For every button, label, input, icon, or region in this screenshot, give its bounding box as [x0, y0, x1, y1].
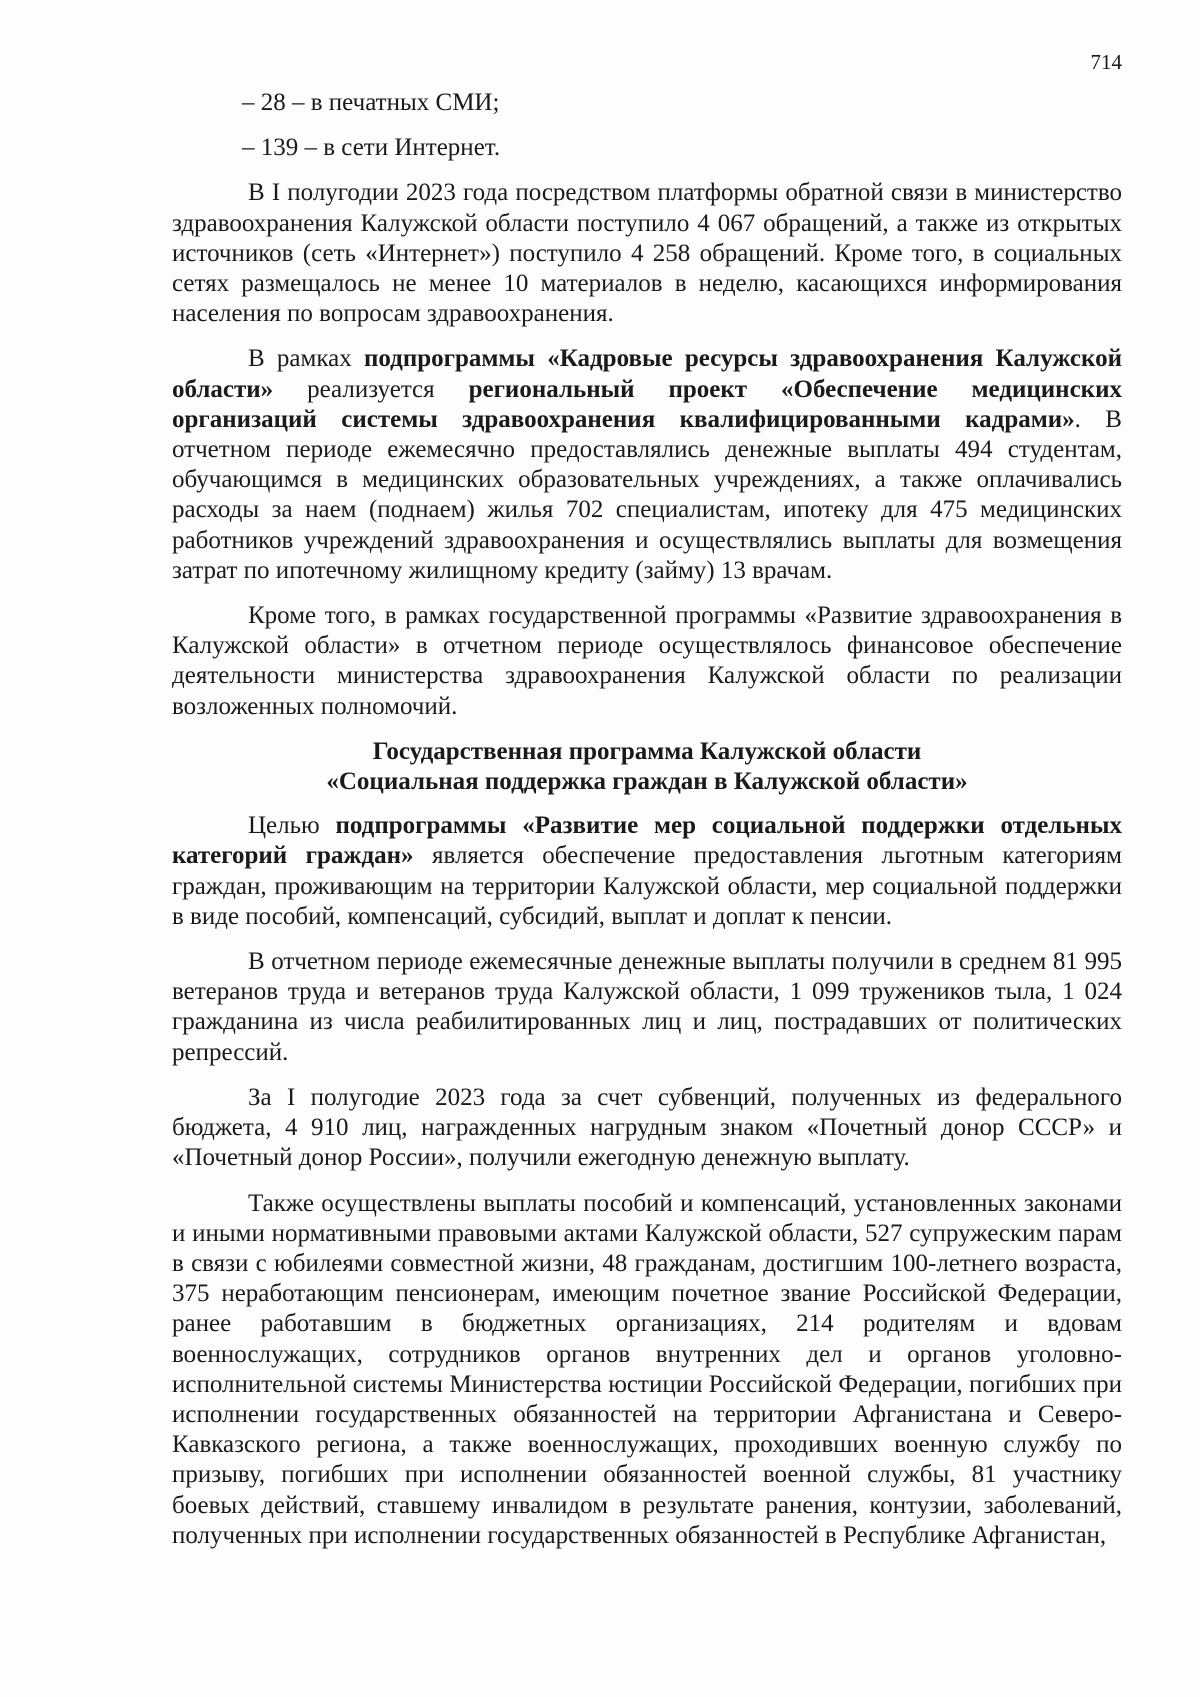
- list-item: – 139 – в сети Интернет.: [242, 134, 501, 162]
- list-item: – 28 – в печатных СМИ;: [242, 89, 500, 116]
- subprogram-label: подпрограммы: [363, 345, 535, 373]
- paragraph-text: [535, 345, 547, 372]
- paragraph-text: . В отчетном периоде ежемесячно предоставлялись денежные выплаты 494 студентам, обучающимся в медицинских образовательных учреждениях, а также оплачивались расходы за наем (поднаем) жилья 702 специалистам, ипотеку для 475 медицинских работников учреждений здравоохранения и осуществлялись выплаты для возмещения затрат по ипотечному жилищному кредиту (займу) 13 врачам.: [172, 405, 1122, 584]
- section-heading-line: «Социальная поддержка граждан в Калужской области»: [326, 768, 968, 796]
- document-body: [172, 88, 1122, 1566]
- paragraph-benefits-compensations: Также осуществлены выплаты пособий и компенсаций, установленных законами и иными нормативными правовыми актами Калужской области, 527 супружеским парам в связи с юбилеями совместной жизни, 48 гражданам, достигшим 100-летнего возраста, 375 неработающим пенсионерам, имеющим почетное звание Российской Федерации, ранее работавшим в бюджетных организациях, 214 родителям и вдовам военнослужащих, сотрудников органов внутренних дел и органов уголовно-исполнительной системы Министерства юстиции Российской Федерации, погибших при исполнении государственных обязанностей на территории Афганистана и Северо-Кавказского региона, а также военнослужащих, проходивших военную службу по призыву, погибших при исполнении обязанностей военной службы, 81 участнику боевых действий, ставшему инвалидом в результате ранения, контузии, заболеваний, полученных при исполнении государственных обязанностей в Республике Афганистан,: [172, 1189, 1122, 1549]
- subprogram-title: подпрограммы «Развитие мер социальной поддержки отдельных категорий граждан»: [172, 812, 1122, 870]
- section-heading: [172, 737, 1122, 797]
- paragraph-monthly-payments: В отчетном периоде ежемесячные денежные выплаты получили в среднем 81 995 ветеранов труда и ветеранов труда Калужской области, 1 099 тружеников тыла, 1 024 гражданина из числа реабилитированных лиц и лиц, пострадавших от политических репрессий.: [172, 948, 1122, 1066]
- page-number: 714: [1090, 50, 1122, 74]
- paragraph-text: Целью: [248, 812, 336, 840]
- regional-project-title: региональный проект «Обеспечение медицинских организаций системы здравоохранения квалифицированными кадрами»: [172, 375, 1122, 433]
- paragraph-feedback-requests: В I полугодии 2023 года посредством платформы обратной связи в министерство здравоохранения Калужской области поступило 4 067 обращений, а также из открытых источников (сеть «Интернет») поступило 4 258 обращений. Кроме того, в социальных сетях размещалось не менее 10 материалов в неделю, касающихся информирования населения по вопросам здравоохранения.: [172, 179, 1122, 328]
- section-heading-line: Государственная программа Калужской области: [372, 737, 922, 765]
- paragraph-donor-payments: За I полугодие 2023 года за счет субвенций, полученных из федерального бюджета, 4 910 лиц, награжденных нагрудным знаком «Почетный донор СССР» и «Почетный донор России», получили ежегодную денежную выплату.: [172, 1083, 1122, 1172]
- paragraph-program-financing: Кроме того, в рамках государственной программы «Развитие здравоохранения в Калужской области» в отчетном периоде осуществлялось финансовое обеспечение деятельности министерства здравоохранения Калужской области по реализации возложенных полномочий.: [172, 602, 1122, 720]
- paragraph-staff-resources: [172, 344, 1122, 586]
- subprogram-title: «Кадровые ресурсы здравоохранения Калужской области»: [172, 345, 1122, 403]
- paragraph-text: В рамках: [248, 345, 364, 373]
- paragraph-text: реализуется: [273, 375, 469, 403]
- paragraph-text: является обеспечение предоставления льготным категориям граждан, проживающим на территории Калужской области, мер социальной поддержки в виде пособий, компенсаций, субсидий, выплат и доплат к пенсии.: [172, 842, 1122, 930]
- paragraph-subprogram-goal: [172, 811, 1122, 932]
